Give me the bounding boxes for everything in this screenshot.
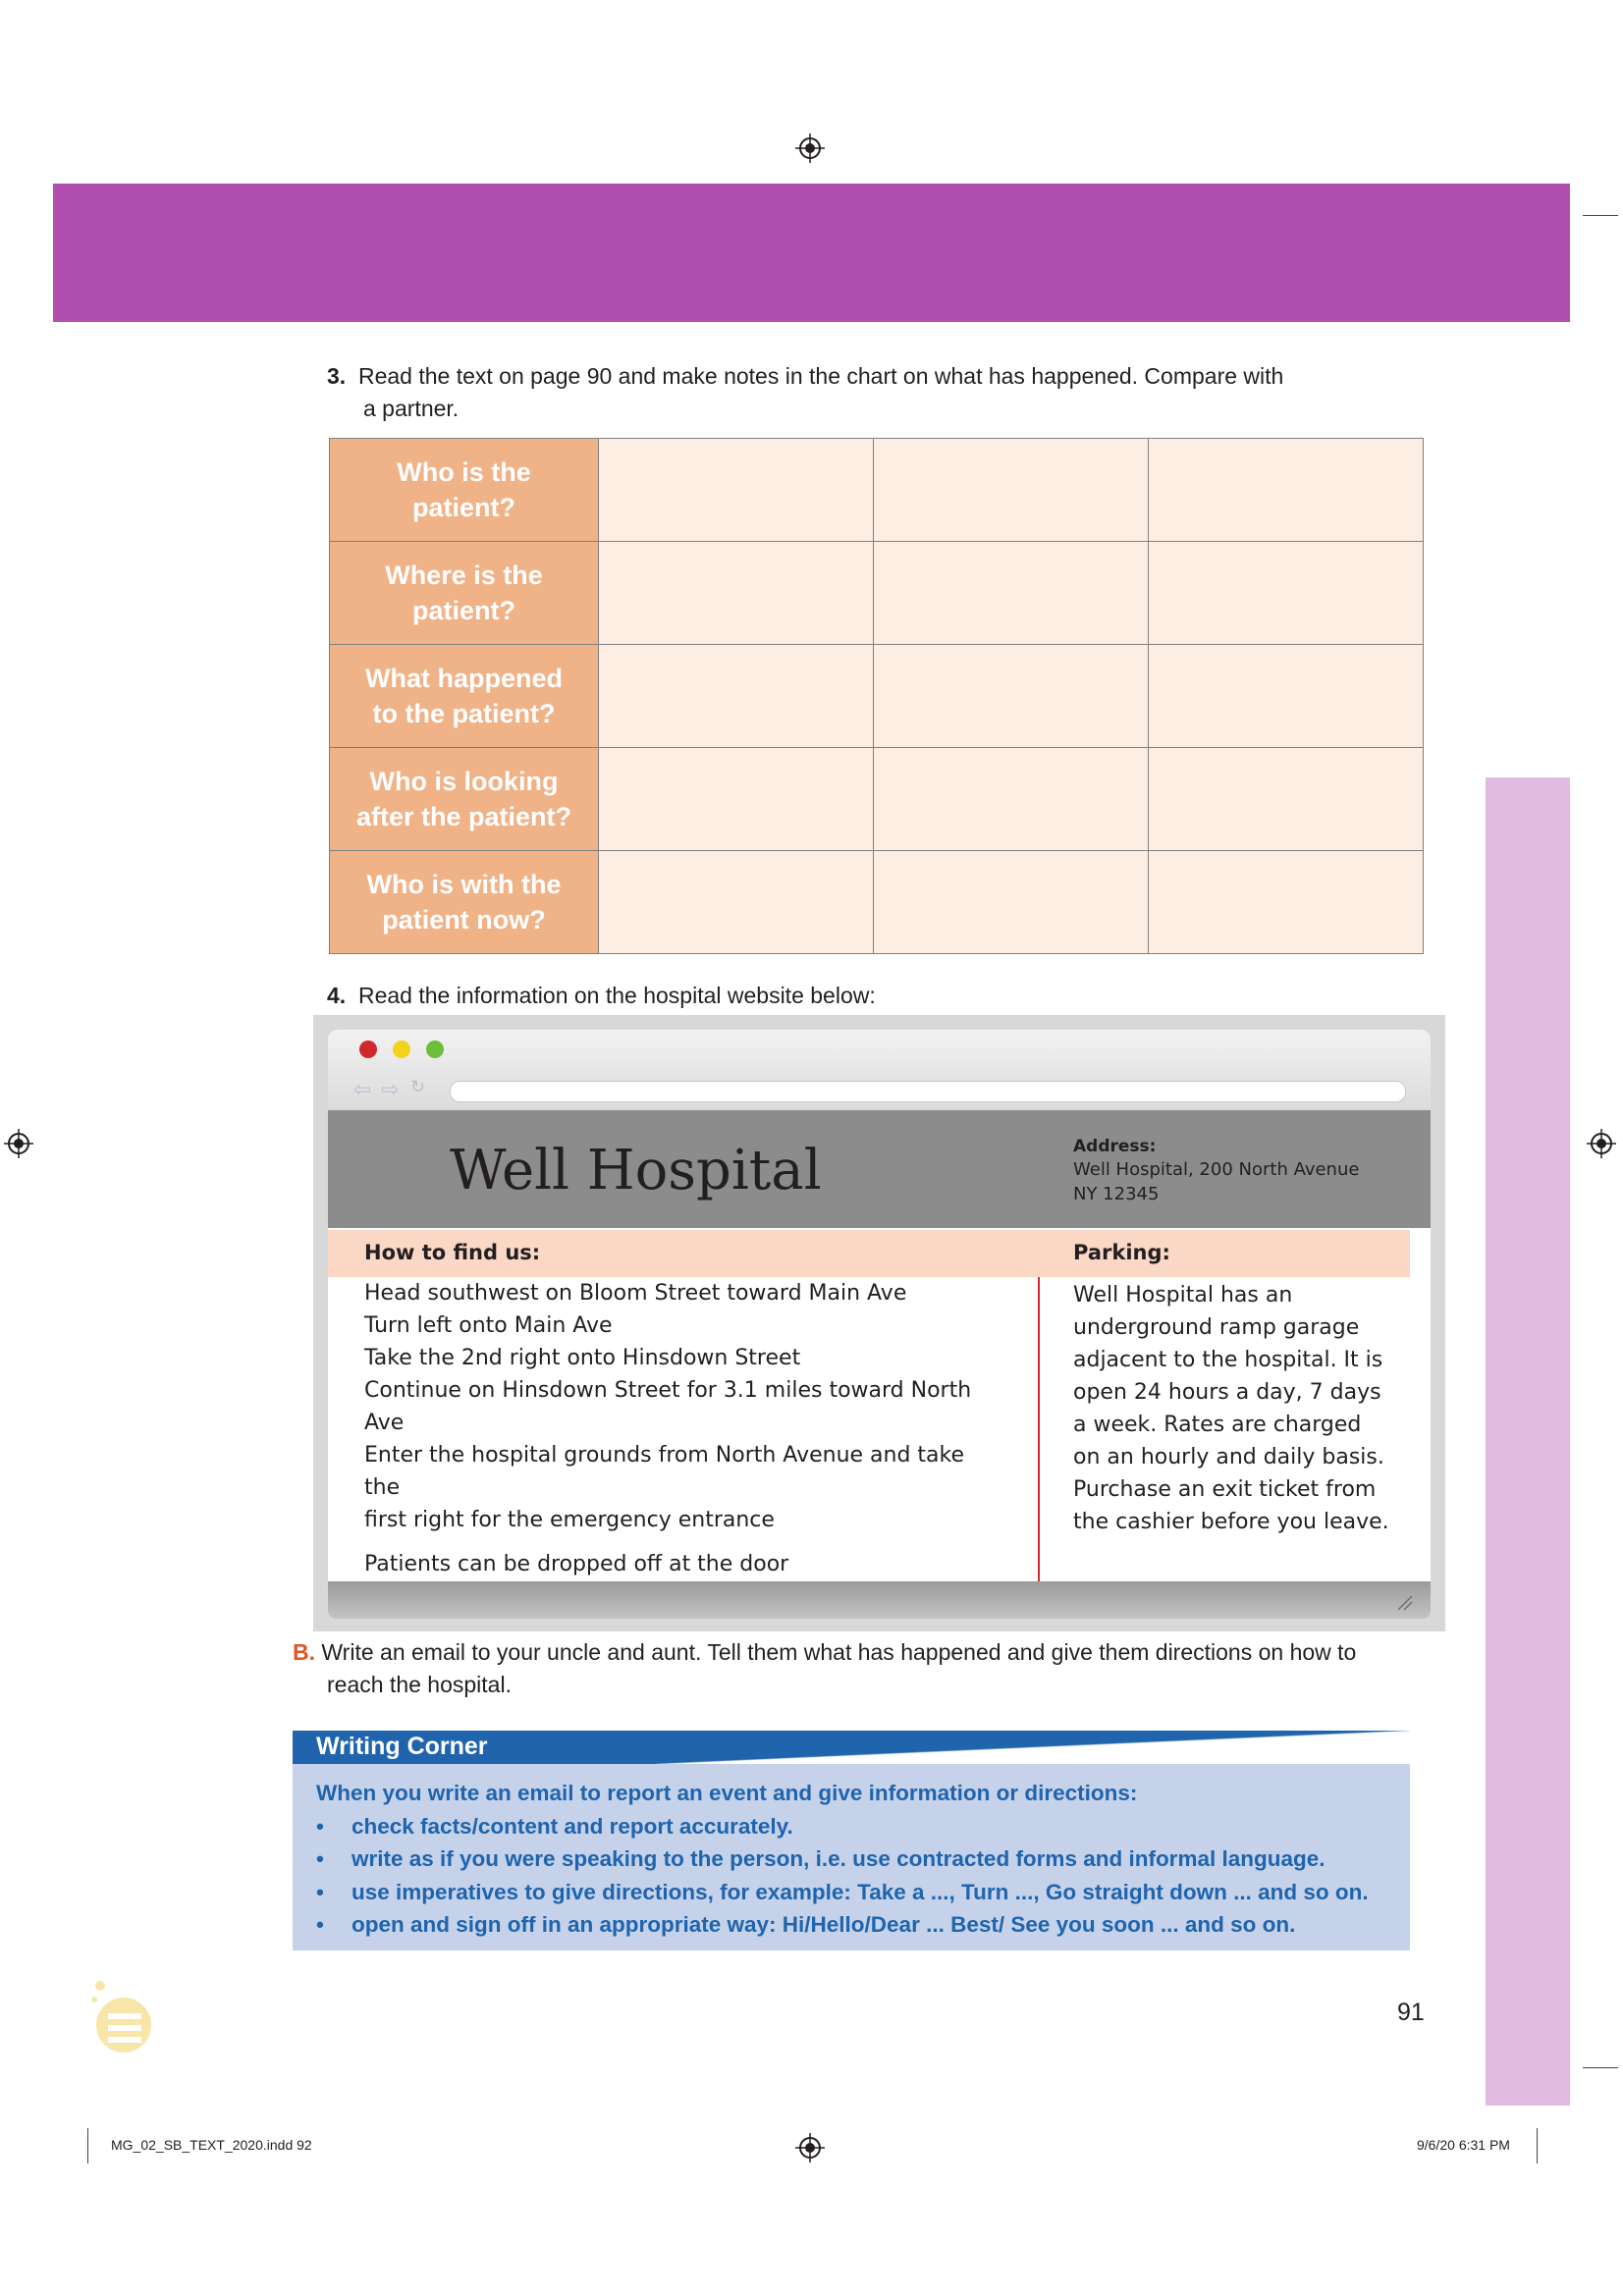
answer-cell[interactable] [874, 439, 1149, 542]
side-tab [1486, 777, 1570, 2106]
answer-cell[interactable] [599, 542, 874, 645]
address-bar[interactable] [450, 1081, 1406, 1102]
crop-mark [1583, 215, 1618, 216]
close-window-icon[interactable] [359, 1041, 377, 1058]
footer-file-info: MG_02_SB_TEXT_2020.indd 92 [111, 2137, 312, 2153]
writing-corner-intro: When you write an email to report an event and give information or directions: [316, 1781, 1138, 1805]
bullet-icon: • [316, 1846, 324, 1871]
task-number: 4. [327, 983, 347, 1008]
publisher-logo-icon [86, 1968, 155, 2056]
answer-cell[interactable] [1149, 542, 1424, 645]
task-b-instruction-continued: reach the hospital. [327, 1672, 512, 1697]
answer-cell[interactable] [599, 439, 874, 542]
address-line: Well Hospital, 200 North Avenue [1073, 1159, 1360, 1180]
list-item: • use imperatives to give directions, for example: Take a ..., Turn ..., Go straight down ... and so on. [316, 1876, 1396, 1909]
list-item: • check facts/content and report accurately. [316, 1810, 1396, 1843]
hospital-name: Well Hospital [450, 1139, 822, 1202]
dropoff-note: Patients can be dropped off at the door [364, 1552, 789, 1576]
header-banner [53, 184, 1570, 322]
list-item: • write as if you were speaking to the person, i.e. use contracted forms and informal language. [316, 1842, 1396, 1876]
task-b-instruction: B. Write an email to your uncle and aunt. Tell them what has happened and give them directions on how to [293, 1639, 1357, 1665]
writing-corner-content [316, 1777, 1396, 1942]
crop-mark [1537, 2128, 1538, 2163]
bullet-icon: • [316, 1879, 324, 1904]
parking-line: underground ramp garage [1073, 1315, 1360, 1340]
address-line: NY 12345 [1073, 1184, 1160, 1204]
forward-arrow-icon[interactable]: ⇨ [381, 1077, 400, 1101]
question-cell: Who is the patient? [330, 439, 599, 542]
question-cell: What happened to the patient? [330, 645, 599, 748]
writing-corner-title: Writing Corner [316, 1733, 488, 1760]
writing-corner-header-wedge [656, 1731, 1410, 1764]
parking-line: the cashier before you leave. [1073, 1510, 1389, 1534]
bullet-icon: • [316, 1813, 324, 1839]
parking-line: open 24 hours a day, 7 days [1073, 1380, 1381, 1405]
resize-handle-icon[interactable] [1394, 1592, 1414, 1612]
table-row [330, 542, 1424, 645]
task-3-instruction-continued: a partner. [363, 396, 460, 421]
how-to-find-label: How to find us: [364, 1241, 541, 1264]
answer-cell[interactable] [599, 645, 874, 748]
parking-line: adjacent to the hospital. It is [1073, 1348, 1383, 1372]
column-divider [1038, 1277, 1040, 1581]
notes-chart [329, 438, 1424, 954]
footer-date: 9/6/20 6:31 PM [1417, 2137, 1510, 2153]
red-crescent-logo-icon [359, 1117, 458, 1223]
answer-cell[interactable] [1149, 851, 1424, 954]
answer-cell[interactable] [874, 748, 1149, 851]
registration-mark-icon [795, 2133, 825, 2163]
question-cell: Where is the patient? [330, 542, 599, 645]
answer-cell[interactable] [874, 645, 1149, 748]
task-number: 3. [327, 363, 347, 389]
task-4-instruction: 4. Read the information on the hospital website below: [327, 983, 876, 1008]
answer-cell[interactable] [1149, 439, 1424, 542]
browser-status-bar [328, 1581, 1431, 1619]
parking-line: Purchase an exit ticket from [1073, 1477, 1377, 1502]
answer-cell[interactable] [599, 748, 874, 851]
answer-cell[interactable] [874, 542, 1149, 645]
task-3-instruction: 3. Read the text on page 90 and make notes in the chart on what has happened. Compare with [327, 363, 1284, 389]
answer-cell[interactable] [599, 851, 874, 954]
parking-info [1073, 1279, 1407, 1538]
answer-cell[interactable] [874, 851, 1149, 954]
question-cell: Who is with the patient now? [330, 851, 599, 954]
back-arrow-icon[interactable]: ⇦ [353, 1077, 372, 1101]
table-row [330, 748, 1424, 851]
minimize-window-icon[interactable] [393, 1041, 410, 1058]
answer-cell[interactable] [1149, 748, 1424, 851]
direction-step: Continue on Hinsdown Street for 3.1 miles toward North Ave [364, 1378, 972, 1435]
refresh-icon[interactable]: ↻ [410, 1077, 426, 1096]
parking-line: on an hourly and daily basis. [1073, 1445, 1384, 1469]
page-number: 91 [1397, 1999, 1425, 2026]
question-cell: Who is looking after the patient? [330, 748, 599, 851]
direction-step: Enter the hospital grounds from North Avenue and take the [364, 1443, 965, 1500]
registration-mark-icon [1587, 1129, 1616, 1158]
parking-label: Parking: [1073, 1241, 1170, 1264]
direction-step: Turn left onto Main Ave [364, 1313, 613, 1338]
crop-mark [87, 2128, 88, 2163]
registration-mark-icon [4, 1129, 33, 1158]
parking-line: Well Hospital has an [1073, 1283, 1293, 1308]
task-letter: B. [293, 1639, 315, 1665]
direction-step: Head southwest on Bloom Street toward Main Ave [364, 1281, 907, 1306]
list-item: • open and sign off in an appropriate way: Hi/Hello/Dear ... Best/ See you soon ... and so on. [316, 1908, 1396, 1942]
bullet-icon: • [316, 1912, 324, 1937]
address-label: Address: [1073, 1137, 1157, 1156]
directions-list [364, 1277, 1002, 1580]
table-row [330, 645, 1424, 748]
parking-line: a week. Rates are charged [1073, 1413, 1362, 1437]
table-row [330, 851, 1424, 954]
crop-mark [1583, 2067, 1618, 2068]
direction-step: first right for the emergency entrance [364, 1508, 775, 1532]
direction-step: Take the 2nd right onto Hinsdown Street [364, 1346, 801, 1370]
answer-cell[interactable] [1149, 645, 1424, 748]
table-row [330, 439, 1424, 542]
maximize-window-icon[interactable] [426, 1041, 444, 1058]
registration-mark-icon [795, 133, 825, 163]
